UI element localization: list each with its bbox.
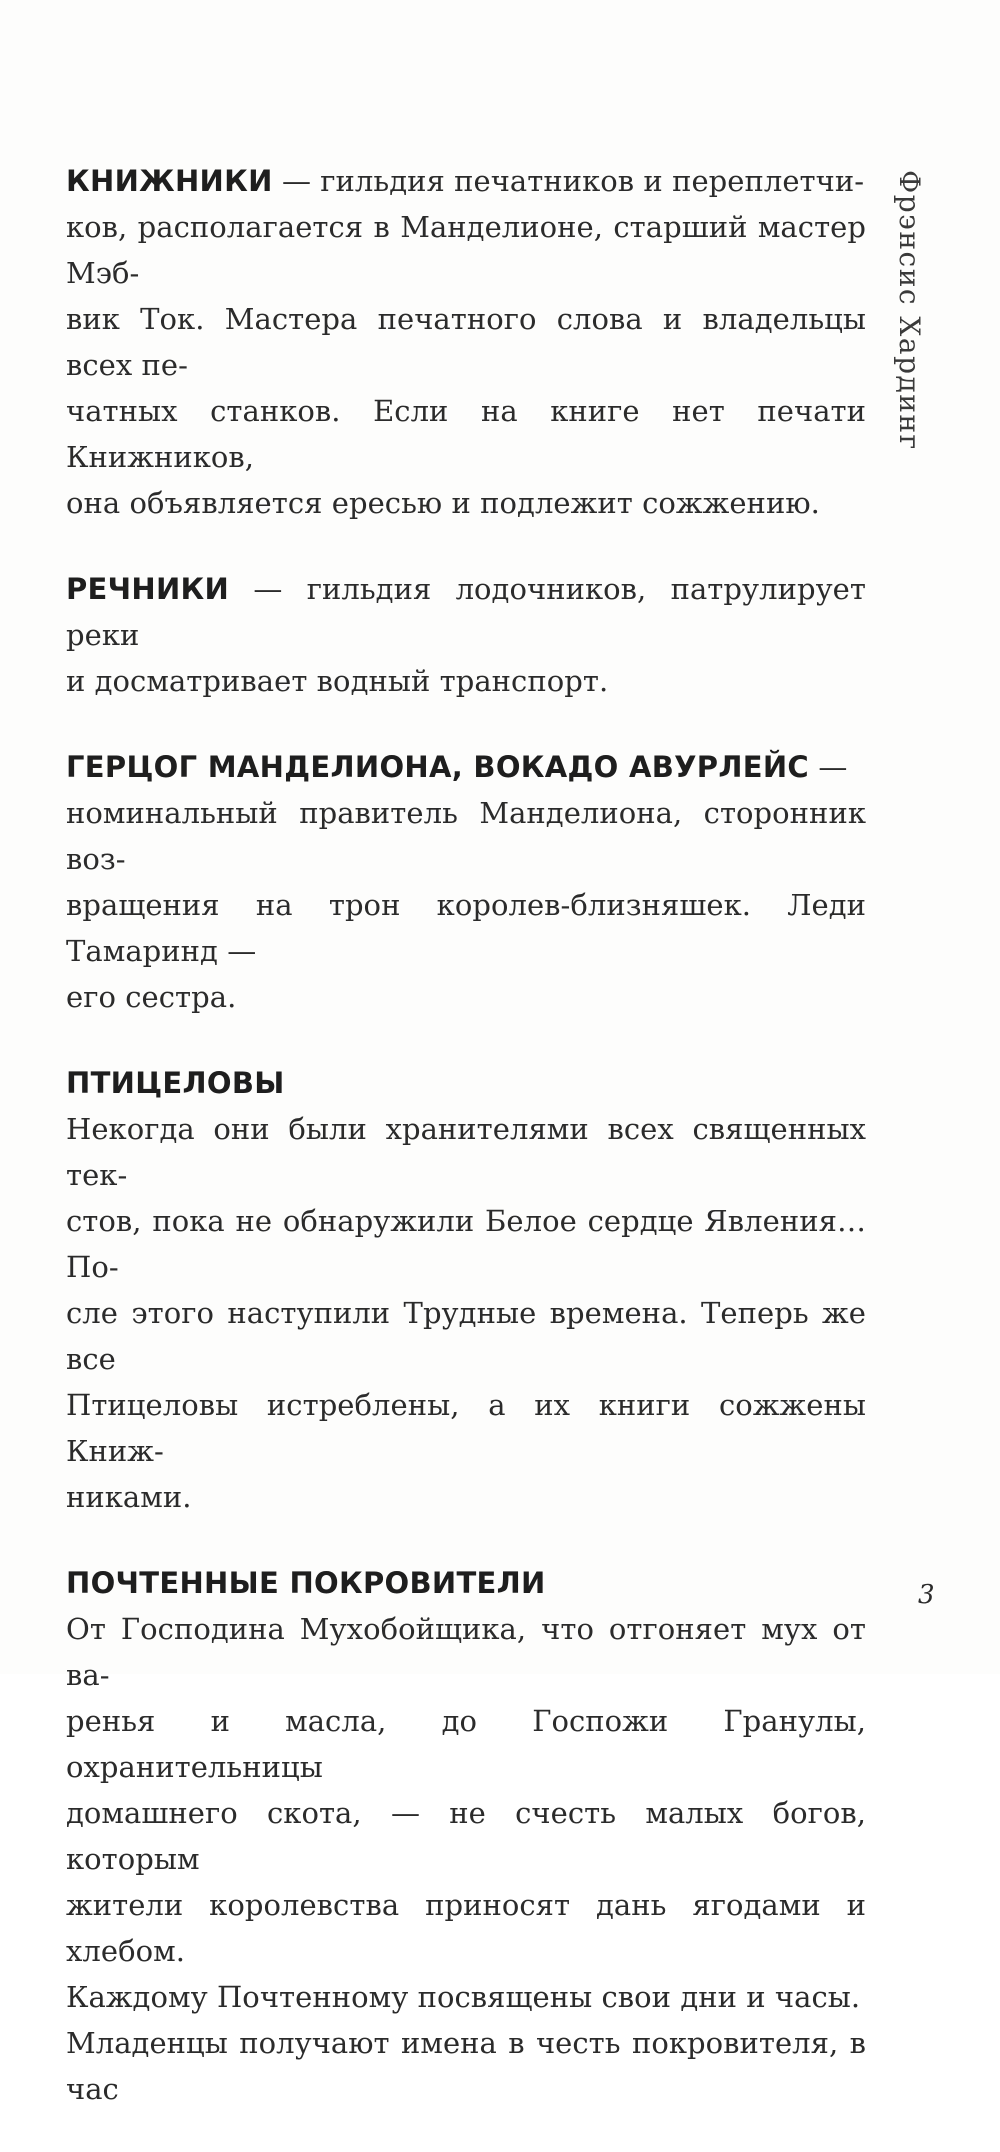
entry-line: Каждому Почтенному посвящены свои дни и часы.	[66, 1980, 861, 2014]
entry-heading: ПТИЦЕЛОВЫ	[66, 1066, 285, 1100]
glossary-entry-knizhniki	[66, 158, 866, 526]
entry-line: вращения на трон королев-близняшек. Леди Тамаринд —	[66, 888, 866, 968]
entry-line: никами.	[66, 1480, 192, 1514]
glossary-entry-gertsog	[66, 744, 866, 1020]
entry-line: и досматривает водный транспорт.	[66, 664, 609, 698]
entry-heading: ПОЧТЕННЫЕ ПОКРОВИТЕЛИ	[66, 1566, 546, 1600]
entry-line: Птицеловы истреблены, а их книги сожжены Книж-	[66, 1388, 866, 1468]
page-number: 3	[918, 1580, 935, 1610]
entry-line: домашнего скота, — не счесть малых богов, которым	[66, 1796, 866, 1876]
entry-line: ков, располагается в Манделионе, старший мастер Мэб-	[66, 210, 866, 290]
entry-line: От Господина Мухобойщика, что отгоняет мух от ва-	[66, 1612, 866, 1692]
entry-term: РЕЧНИКИ	[66, 572, 230, 606]
entry-line: стов, пока не обнаружили Белое сердце Явления… По-	[66, 1204, 866, 1284]
entry-line: РЕЧНИКИ — гильдия лодочников, патрулирует реки	[66, 572, 866, 652]
entry-line: она объявляется ересью и подлежит сожжению.	[66, 486, 820, 520]
glossary-body	[66, 158, 866, 2152]
entry-line: КНИЖНИКИ — гильдия печатников и переплетчи-	[66, 164, 865, 198]
entry-line: номинальный правитель Манделиона, сторонник воз-	[66, 796, 866, 876]
entry-line: жители королевства приносят дань ягодами и хлебом.	[66, 1888, 866, 1968]
entry-line: сле этого наступили Трудные времена. Теперь же все	[66, 1296, 866, 1376]
entry-line: ренья и масла, до Госпожи Гранулы, охранительницы	[66, 1704, 866, 1784]
entry-line: Некогда они были хранителями всех священных тек-	[66, 1112, 866, 1192]
entry-term: КНИЖНИКИ	[66, 164, 273, 198]
entry-line: вик Ток. Мастера печатного слова и владельцы всех пе-	[66, 302, 866, 382]
glossary-entry-ptitselovy	[66, 1060, 866, 1520]
glossary-entry-pochtennye-pokroviteli	[66, 1560, 866, 2112]
entry-line: чатных станков. Если на книге нет печати Книжников,	[66, 394, 866, 474]
entry-line: Младенцы получают имена в честь покровителя, в час	[66, 2026, 866, 2106]
entry-line: ГЕРЦОГ МАНДЕЛИОНА, ВОКАДО АВУРЛЕЙС —	[66, 750, 848, 784]
entry-line: его сестра.	[66, 980, 237, 1014]
entry-term: ГЕРЦОГ МАНДЕЛИОНА, ВОКАДО АВУРЛЕЙС	[66, 750, 810, 784]
running-head-author: Фрэнсис Хардинг	[893, 170, 926, 451]
glossary-entry-rechniki	[66, 566, 866, 704]
